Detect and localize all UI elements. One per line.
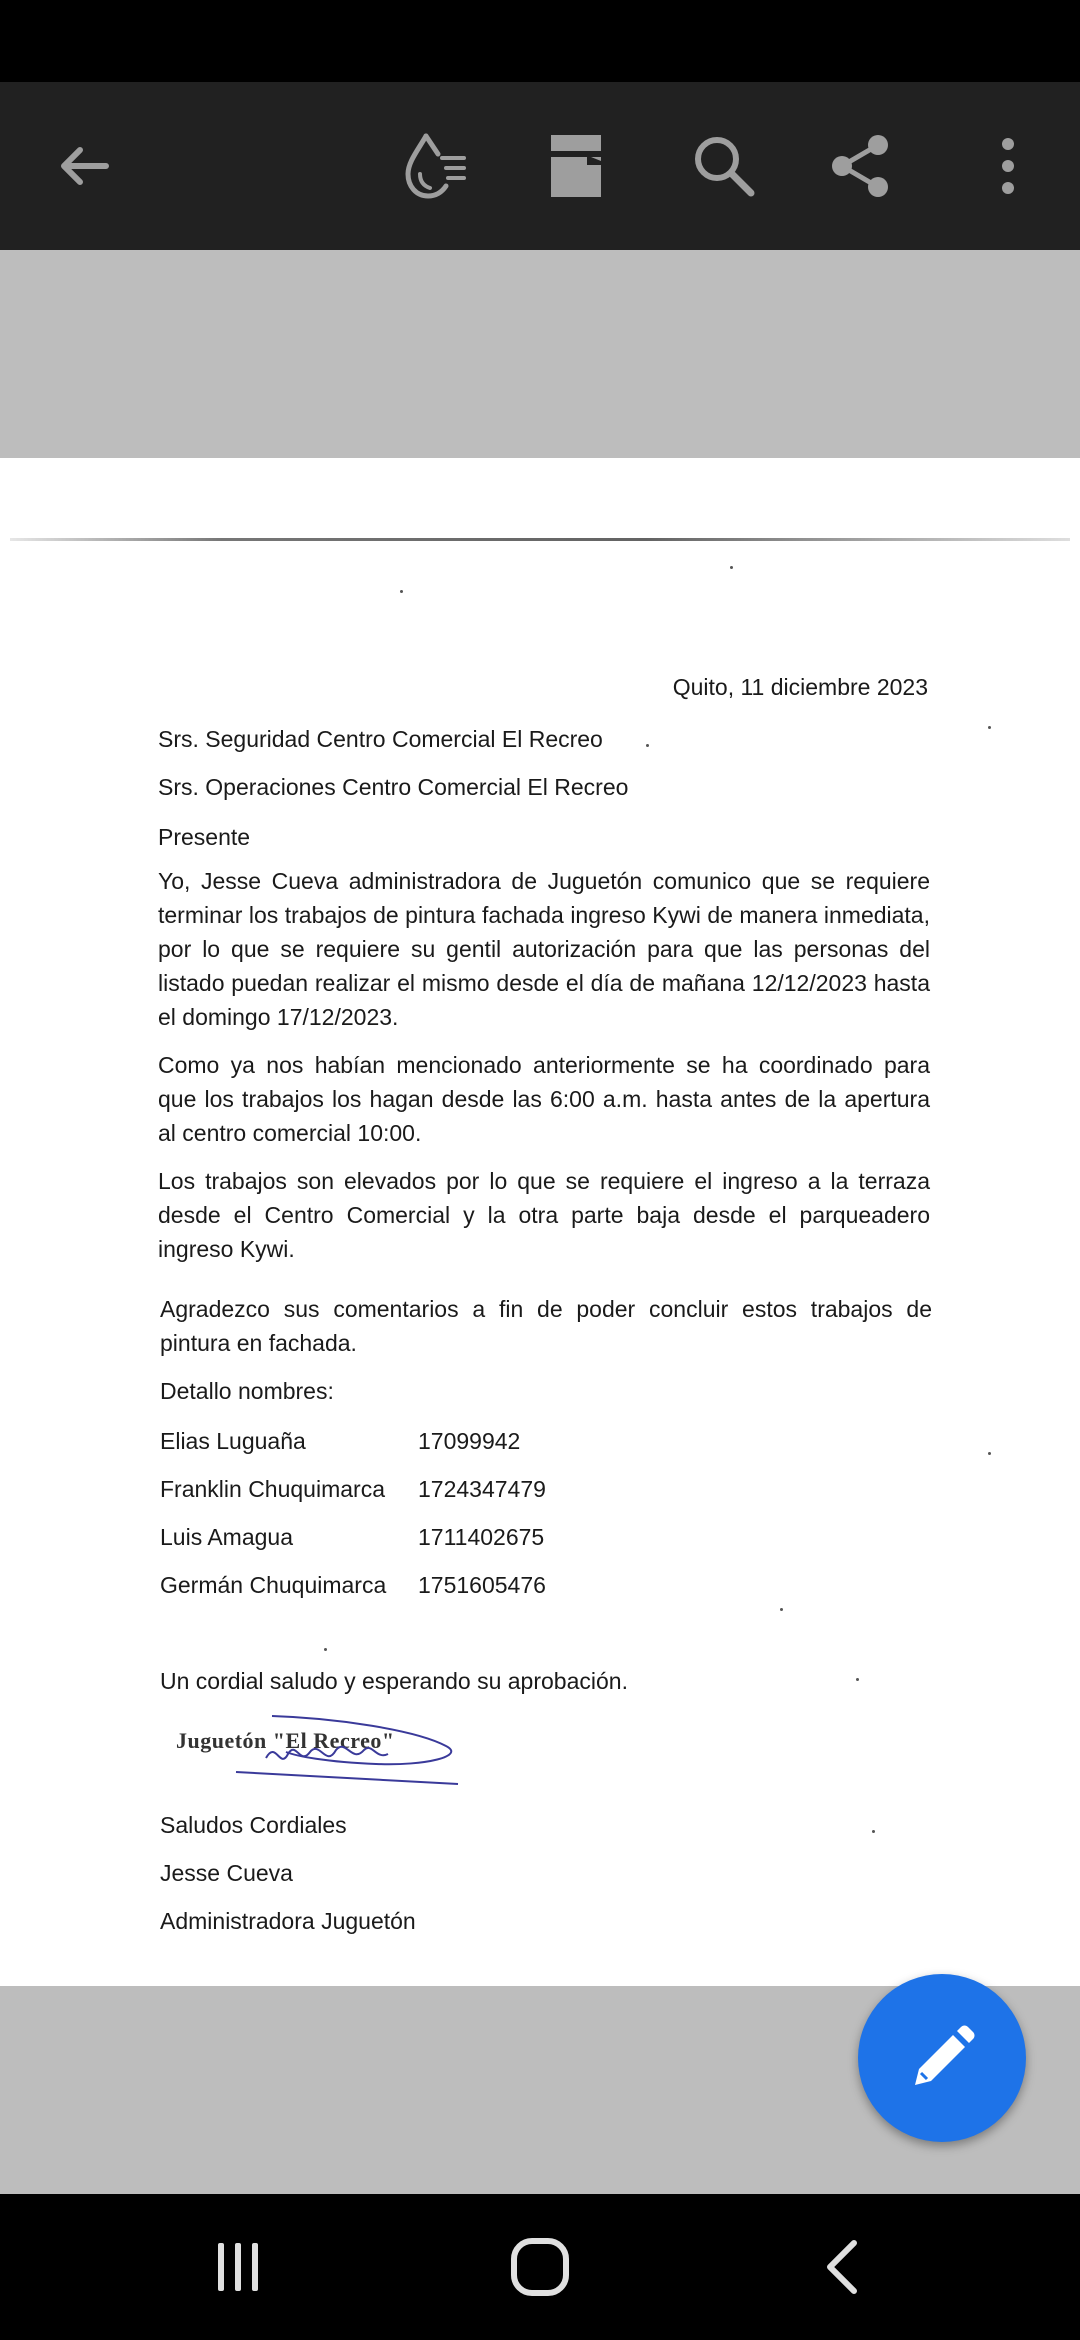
scan-speck	[872, 1830, 875, 1833]
ink-drop-icon	[396, 128, 472, 204]
scan-speck	[780, 1608, 783, 1611]
status-bar	[0, 0, 1080, 82]
person-name: Germán Chuquimarca	[160, 1572, 387, 1598]
search-icon	[691, 133, 757, 199]
scan-line	[10, 538, 1070, 541]
names-heading: Detallo nombres:	[160, 1378, 334, 1404]
edit-pencil-icon	[907, 2023, 977, 2093]
scan-speck	[730, 566, 733, 569]
share-icon	[828, 133, 894, 199]
signature-scribble	[176, 1710, 476, 1800]
back-arrow-icon	[54, 136, 114, 196]
recent-apps-button[interactable]	[178, 2222, 298, 2312]
signer-title: Administradora Juguetón	[160, 1908, 416, 1934]
person-name: Luis Amagua	[160, 1524, 293, 1550]
person-row	[160, 1524, 544, 1551]
signoff: Saludos Cordiales	[160, 1812, 347, 1838]
system-nav-bar	[0, 2194, 1080, 2340]
nav-back-button[interactable]	[782, 2222, 902, 2312]
recent-apps-icon	[210, 2239, 266, 2295]
edit-fab-button[interactable]	[858, 1974, 1026, 2142]
page-layout-button[interactable]	[526, 116, 626, 216]
person-id: 1751605476	[418, 1572, 546, 1598]
person-name: Franklin Chuquimarca	[160, 1476, 385, 1502]
recipient-line-1: Srs. Seguridad Centro Comercial El Recreo	[158, 726, 603, 752]
stamp-text: Juguetón "El Recreo"	[176, 1728, 395, 1753]
home-button[interactable]	[480, 2222, 600, 2312]
viewer-background[interactable]	[0, 250, 1080, 458]
paragraph-request: Yo, Jesse Cueva administradora de Juguetón comunico que se requiere terminar los trabajos de pintura fachada ingreso Kywi de manera inmediata, por lo que se requiere su gentil autorización para que las personas del listado puedan realizar el mismo desde el día de mañana 12/12/2023 hasta el domingo 17/12/2023.	[158, 868, 930, 1030]
person-row	[160, 1476, 546, 1503]
person-row	[160, 1428, 520, 1455]
back-icon	[822, 2237, 862, 2297]
more-vert-icon	[998, 136, 1018, 196]
scan-speck	[324, 1648, 327, 1651]
app-toolbar	[0, 82, 1080, 250]
person-name: Elias Luguaña	[160, 1428, 306, 1454]
person-id: 1711402675	[418, 1524, 545, 1550]
paragraph-access: Los trabajos son elevados por lo que se requiere el ingreso a la terraza desde el Centro Comercial y la otra parte baja desde el parqueadero ingreso Kywi.	[158, 1168, 930, 1262]
scan-speck	[646, 744, 649, 747]
home-icon	[508, 2235, 572, 2299]
page-layout-icon	[543, 131, 609, 201]
paragraph-schedule: Como ya nos habían mencionado anteriormente se ha coordinado para que los trabajos los hagan desde las 6:00 a.m. hasta antes de la apertura al centro comercial 10:00.	[158, 1052, 930, 1146]
letter-date: Quito, 11 diciembre 2023	[672, 674, 928, 700]
scan-speck	[988, 726, 991, 729]
salutation: Presente	[158, 824, 251, 850]
closing-line: Un cordial saludo y esperando su aprobación.	[160, 1668, 628, 1694]
paragraph-thanks: Agradezco sus comentarios a fin de poder concluir estos trabajos de pintura en fachada.	[160, 1296, 932, 1356]
person-id: 1724347479	[418, 1476, 546, 1502]
document-page[interactable]	[0, 458, 1080, 1986]
scan-speck	[400, 590, 403, 593]
search-button[interactable]	[674, 116, 774, 216]
more-options-button[interactable]	[958, 116, 1058, 216]
recipient-line-2: Srs. Operaciones Centro Comercial El Recreo	[158, 774, 629, 800]
back-button[interactable]	[34, 116, 134, 216]
stamp-signature	[176, 1720, 476, 1810]
person-row	[160, 1572, 546, 1599]
share-button[interactable]	[811, 116, 911, 216]
scan-speck	[988, 1452, 991, 1455]
person-id: 17099942	[418, 1428, 521, 1454]
scan-speck	[856, 1678, 859, 1681]
signer-name: Jesse Cueva	[160, 1860, 293, 1886]
reading-mode-button[interactable]	[384, 116, 484, 216]
